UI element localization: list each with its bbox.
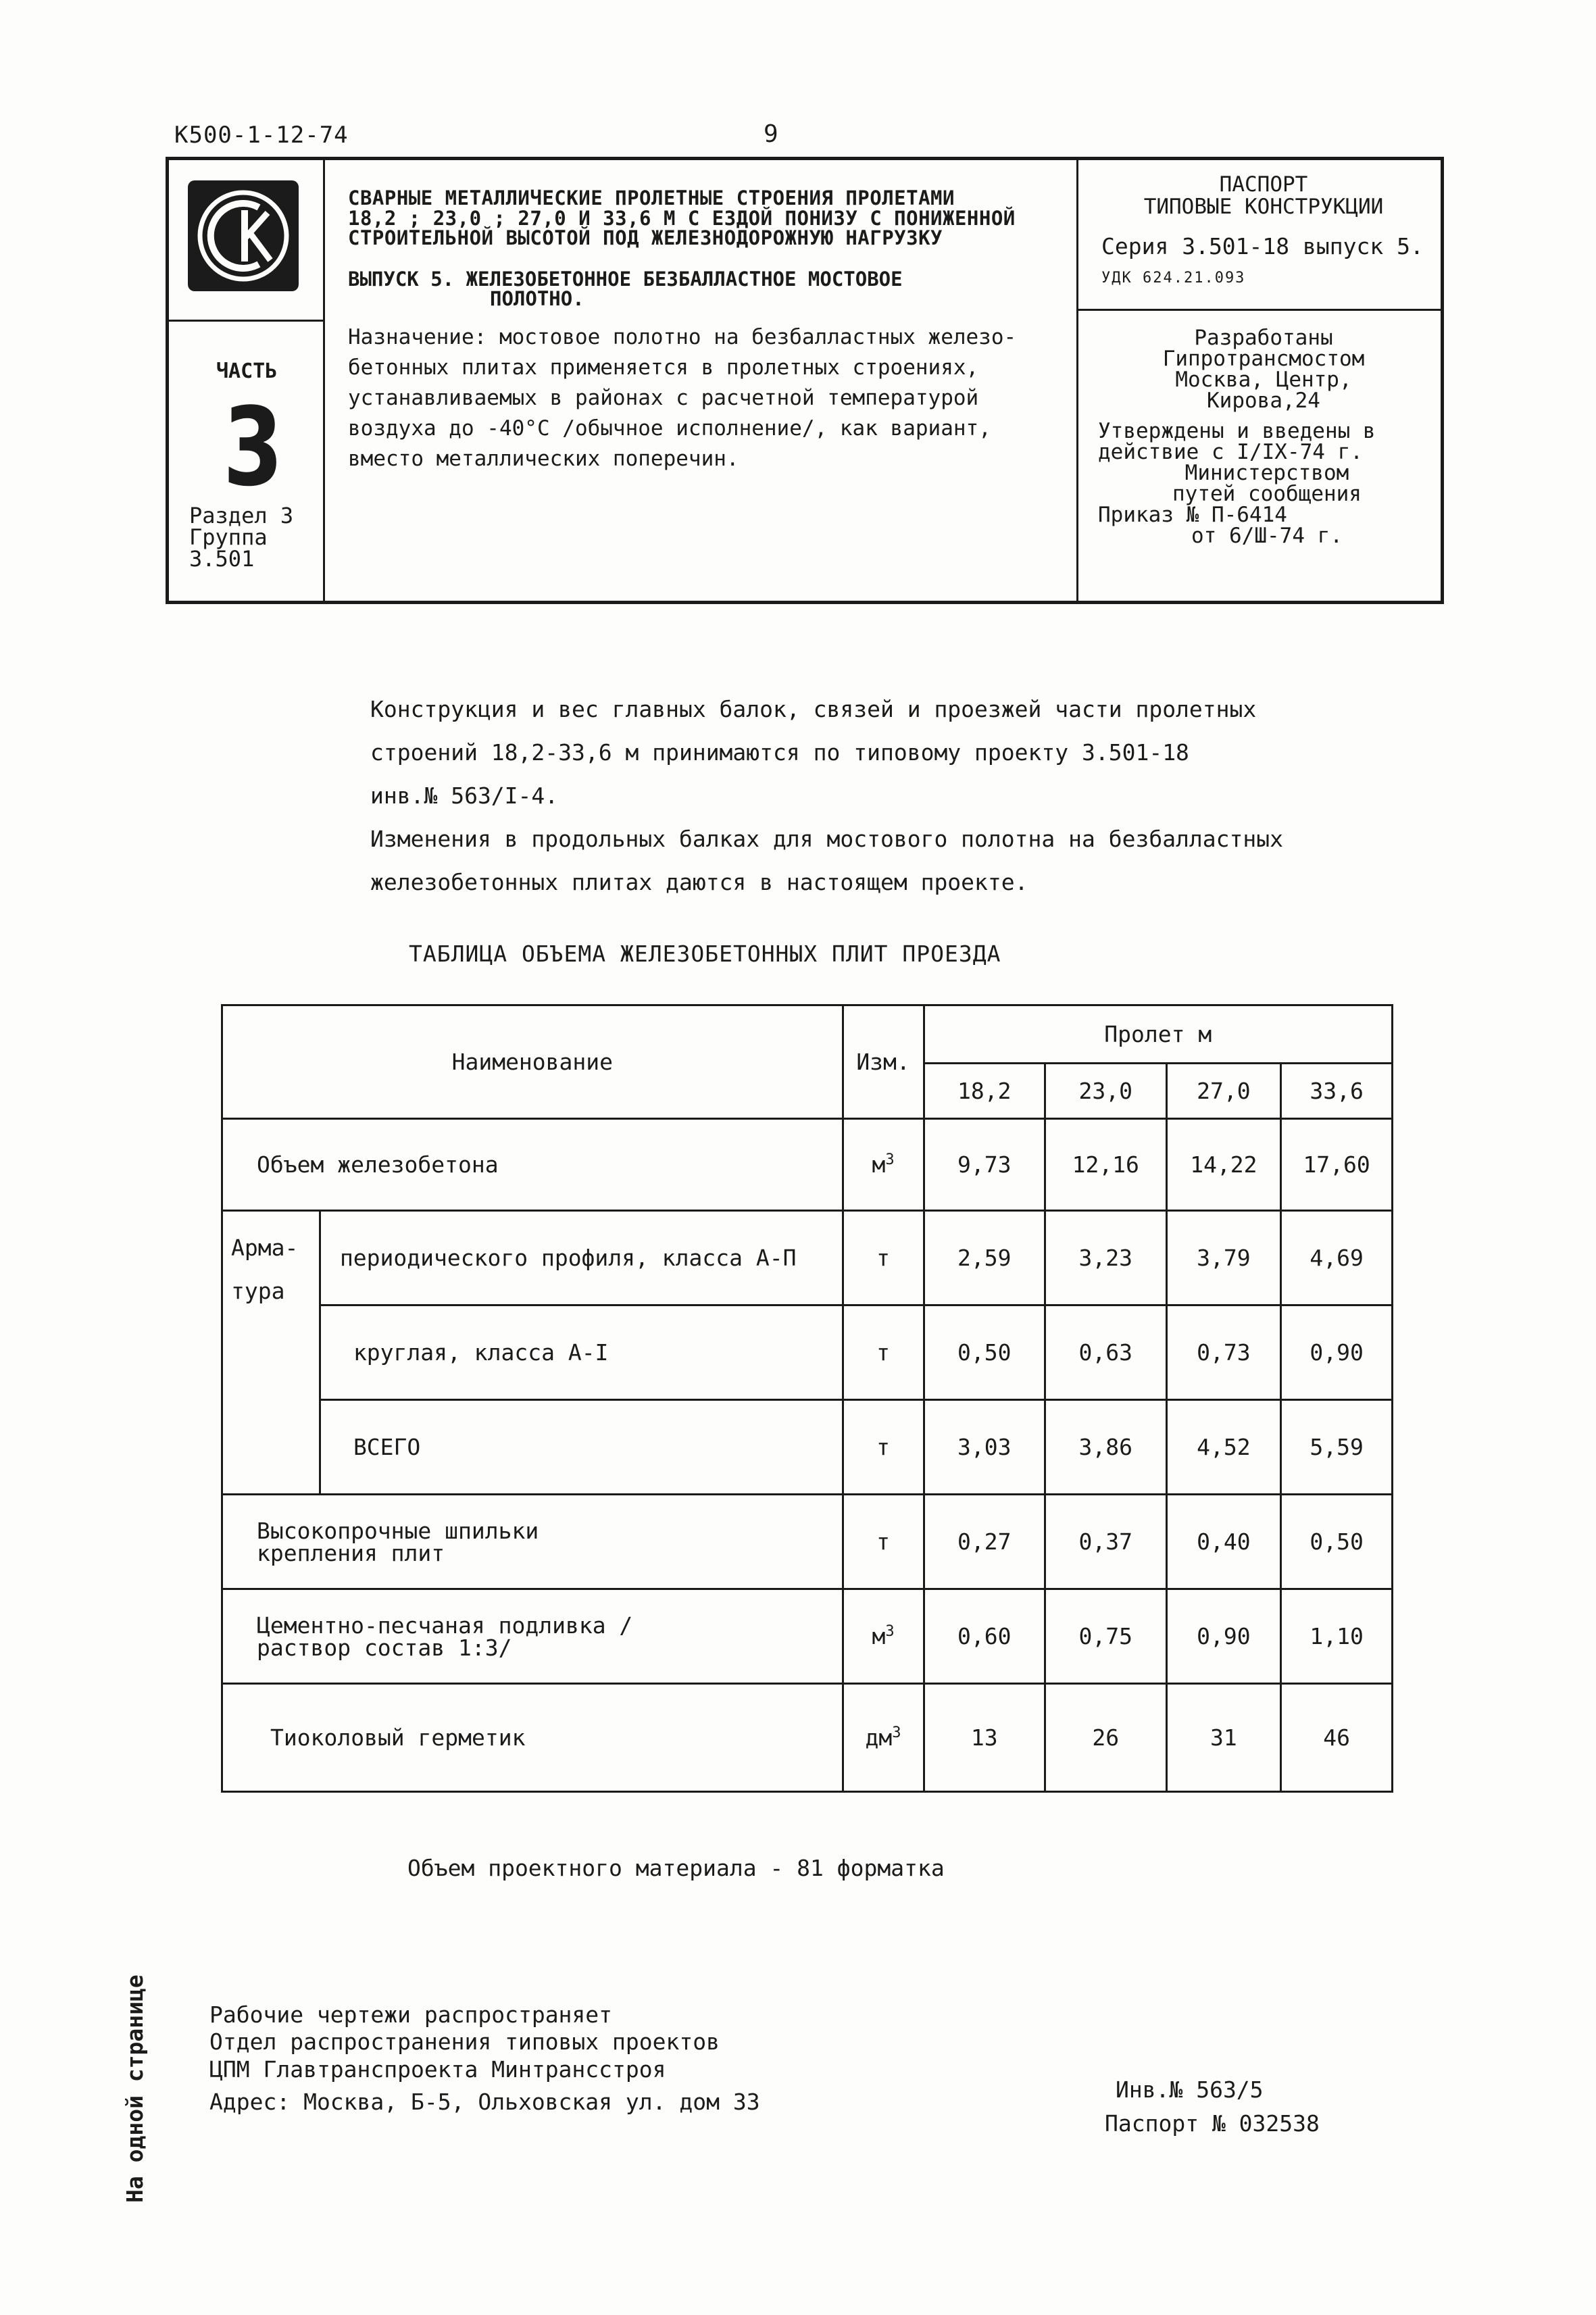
row-value: 0,60 bbox=[924, 1589, 1045, 1684]
row-unit: $м^3$ bbox=[843, 1589, 924, 1684]
divider bbox=[1076, 309, 1441, 311]
span-header: 27,0 bbox=[1166, 1064, 1281, 1119]
developer-line: Москва, Центр, bbox=[1175, 368, 1352, 392]
row-value: 3,79 bbox=[1166, 1211, 1281, 1305]
table-row bbox=[222, 1495, 1393, 1589]
section-info bbox=[189, 505, 293, 570]
passport-heading bbox=[1088, 174, 1439, 218]
divider bbox=[169, 320, 323, 322]
row-name: круглая, класса А-I bbox=[320, 1305, 843, 1400]
distribution-line: Адрес: Москва, Б-5, Ольховская ул. дом 33 bbox=[209, 2088, 760, 2115]
table-row bbox=[222, 1211, 1393, 1305]
developer-line: Гипротрансмостом bbox=[1162, 347, 1365, 371]
issue-line: ПОЛОТНО. bbox=[490, 287, 584, 310]
inventory-info bbox=[1105, 2073, 1320, 2140]
title-block-frame bbox=[166, 157, 1444, 604]
row-value: 26 bbox=[1045, 1684, 1166, 1792]
table-title: ТАБЛИЦА ОБЪЕМА ЖЕЛЕЗОБЕТОННЫХ ПЛИТ ПРОЕЗДА bbox=[409, 941, 1001, 967]
row-value: 3,03 bbox=[924, 1400, 1045, 1495]
volume-table bbox=[221, 1004, 1393, 1793]
header-name: Наименование bbox=[222, 1005, 843, 1119]
developer-info bbox=[1088, 328, 1439, 412]
span-header: 18,2 bbox=[924, 1064, 1045, 1119]
row-value: 1,10 bbox=[1281, 1589, 1393, 1684]
part-number: 3 bbox=[223, 384, 284, 510]
row-value: 5,59 bbox=[1281, 1400, 1393, 1495]
purpose-line: Назначение: мостовое полотно на безбалластных железо- bbox=[348, 325, 1017, 349]
row-name: Тиоколовый герметик bbox=[222, 1684, 843, 1792]
inventory-number: Инв.№ 563/5 bbox=[1116, 2076, 1264, 2103]
row-value: 0,63 bbox=[1045, 1305, 1166, 1400]
row-value: 0,90 bbox=[1281, 1305, 1393, 1400]
row-value: 0,75 bbox=[1045, 1589, 1166, 1684]
purpose-line: воздуха до -40°С /обычное исполнение/, как вариант, bbox=[348, 416, 991, 441]
row-value: 46 bbox=[1281, 1684, 1393, 1792]
row-unit: $м^3$ bbox=[843, 1119, 924, 1211]
document-code: К500-1-12-74 bbox=[174, 122, 349, 149]
row-name: Цементно-песчаная подливка /раствор состав 1:3/ bbox=[222, 1589, 843, 1684]
paragraph-line: Изменения в продольных балках для мостового полотна на безбалластных bbox=[370, 826, 1284, 852]
row-value: 4,52 bbox=[1166, 1400, 1281, 1495]
developer-line: Кирова,24 bbox=[1207, 389, 1320, 413]
row-value: 0,90 bbox=[1166, 1589, 1281, 1684]
paragraph-line: инв.№ 563/I-4. bbox=[370, 782, 559, 809]
distribution-line: ЦПМ Главтранспроекта Минтрансстроя bbox=[209, 2056, 666, 2083]
vertical-side-label: На одной странице bbox=[122, 1974, 148, 2203]
developer-line: Разработаны bbox=[1194, 326, 1333, 350]
document-title bbox=[348, 186, 1071, 250]
purpose-text bbox=[348, 322, 1071, 474]
table-row bbox=[222, 1589, 1393, 1684]
row-value: 0,73 bbox=[1166, 1305, 1281, 1400]
approval-line: от 6/Ш-74 г. bbox=[1191, 524, 1343, 548]
section-line: 3.501 bbox=[189, 546, 255, 572]
purpose-line: бетонных плитах применяется в пролетных строениях, bbox=[348, 355, 979, 380]
title-line: 18,2 ; 23,0 ; 27,0 И 33,6 М С ЕЗДОЙ ПОНИЗУ С ПОНИЖЕННОЙ bbox=[348, 206, 1016, 230]
row-value: 0,50 bbox=[924, 1305, 1045, 1400]
passport-line: ПАСПОРТ bbox=[1219, 172, 1308, 197]
table-row bbox=[222, 1400, 1393, 1495]
span-header: 33,6 bbox=[1281, 1064, 1393, 1119]
distribution-line: Отдел распространения типовых проектов bbox=[209, 2028, 720, 2056]
paragraph-line: железобетонных плитах даются в настоящем проекте. bbox=[370, 869, 1028, 895]
issue-title bbox=[348, 270, 1071, 309]
row-value: 14,22 bbox=[1166, 1119, 1281, 1211]
header-span: Пролет м bbox=[924, 1005, 1393, 1064]
row-value: 12,16 bbox=[1045, 1119, 1166, 1211]
paragraph-changes bbox=[370, 818, 1424, 904]
row-value: 0,50 bbox=[1281, 1495, 1393, 1589]
row-name: периодического профиля, класса А-П bbox=[320, 1211, 843, 1305]
passport-line: ТИПОВЫЕ КОНСТРУКЦИИ bbox=[1143, 194, 1384, 219]
divider bbox=[323, 160, 325, 601]
part-label: ЧАСТЬ bbox=[216, 359, 278, 383]
row-value: 31 bbox=[1166, 1684, 1281, 1792]
passport-number: Паспорт № 032538 bbox=[1105, 2110, 1320, 2137]
issue-line: ВЫПУСК 5. ЖЕЛЕЗОБЕТОННОЕ БЕЗБАЛЛАСТНОЕ МОСТОВОЕ bbox=[348, 268, 903, 291]
header-unit: Изм. bbox=[843, 1005, 924, 1119]
approval-line: Министерством bbox=[1184, 461, 1349, 485]
approval-line: Приказ № П-6414 bbox=[1098, 503, 1287, 527]
logo bbox=[188, 180, 299, 291]
approval-info bbox=[1098, 421, 1436, 547]
title-line: СТРОИТЕЛЬНОЙ ВЫСОТОЙ ПОД ЖЕЛЕЗНОДОРОЖНУЮ НАГРУЗКУ bbox=[348, 226, 943, 250]
section-line: Раздел 3 bbox=[189, 503, 294, 528]
row-value: 17,60 bbox=[1281, 1119, 1393, 1211]
row-value: 0,40 bbox=[1166, 1495, 1281, 1589]
udk-code: УДК 624.21.093 bbox=[1101, 270, 1246, 287]
row-value: 3,86 bbox=[1045, 1400, 1166, 1495]
title-line: СВАРНЫЕ МЕТАЛЛИЧЕСКИЕ ПРОЛЕТНЫЕ СТРОЕНИЯ ПРОЛЕТАМИ bbox=[348, 186, 955, 209]
row-value: 13 bbox=[924, 1684, 1045, 1792]
row-name: ВСЕГО bbox=[320, 1400, 843, 1495]
row-unit: $дм^3$ bbox=[843, 1684, 924, 1792]
span-header: 23,0 bbox=[1045, 1064, 1166, 1119]
table-row bbox=[222, 1119, 1393, 1211]
armatura-label: Арма- тура bbox=[222, 1211, 320, 1495]
paragraph-line: Конструкция и вес главных балок, связей и проезжей части пролетных bbox=[370, 696, 1257, 722]
series-info: Серия 3.501-18 выпуск 5. bbox=[1101, 233, 1424, 259]
row-unit: т bbox=[843, 1400, 924, 1495]
approval-line: действие с I/IX-74 г. bbox=[1098, 440, 1363, 464]
table-row bbox=[222, 1684, 1393, 1792]
row-value: 4,69 bbox=[1281, 1211, 1393, 1305]
ck-logo-icon bbox=[188, 180, 299, 291]
approval-line: путей сообщения bbox=[1172, 482, 1362, 506]
distribution-line: Рабочие чертежи распространяет bbox=[209, 2001, 613, 2028]
purpose-line: вместо металлических поперечин. bbox=[348, 446, 739, 471]
row-unit: т bbox=[843, 1211, 924, 1305]
row-value: 3,23 bbox=[1045, 1211, 1166, 1305]
divider bbox=[1076, 160, 1078, 601]
paragraph-design-basis bbox=[370, 688, 1424, 818]
row-value: 9,73 bbox=[924, 1119, 1045, 1211]
section-line: Группа bbox=[189, 524, 268, 550]
row-name: Объем железобетона bbox=[222, 1119, 843, 1211]
page-number: 9 bbox=[764, 120, 778, 148]
paragraph-line: строений 18,2-33,6 м принимаются по типовому проекту 3.501-18 bbox=[370, 739, 1189, 766]
table-row bbox=[222, 1305, 1393, 1400]
row-unit: т bbox=[843, 1495, 924, 1589]
row-value: 2,59 bbox=[924, 1211, 1045, 1305]
row-name: Высокопрочные шпильки крепления плит bbox=[222, 1495, 843, 1589]
row-value: 0,37 bbox=[1045, 1495, 1166, 1589]
distribution-info bbox=[209, 2001, 760, 2116]
purpose-line: устанавливаемых в районах с расчетной температурой bbox=[348, 385, 979, 410]
volume-note: Объем проектного материала - 81 форматка bbox=[407, 1855, 945, 1881]
row-unit: т bbox=[843, 1305, 924, 1400]
approval-line: Утверждены и введены в bbox=[1098, 419, 1376, 443]
row-value: 0,27 bbox=[924, 1495, 1045, 1589]
